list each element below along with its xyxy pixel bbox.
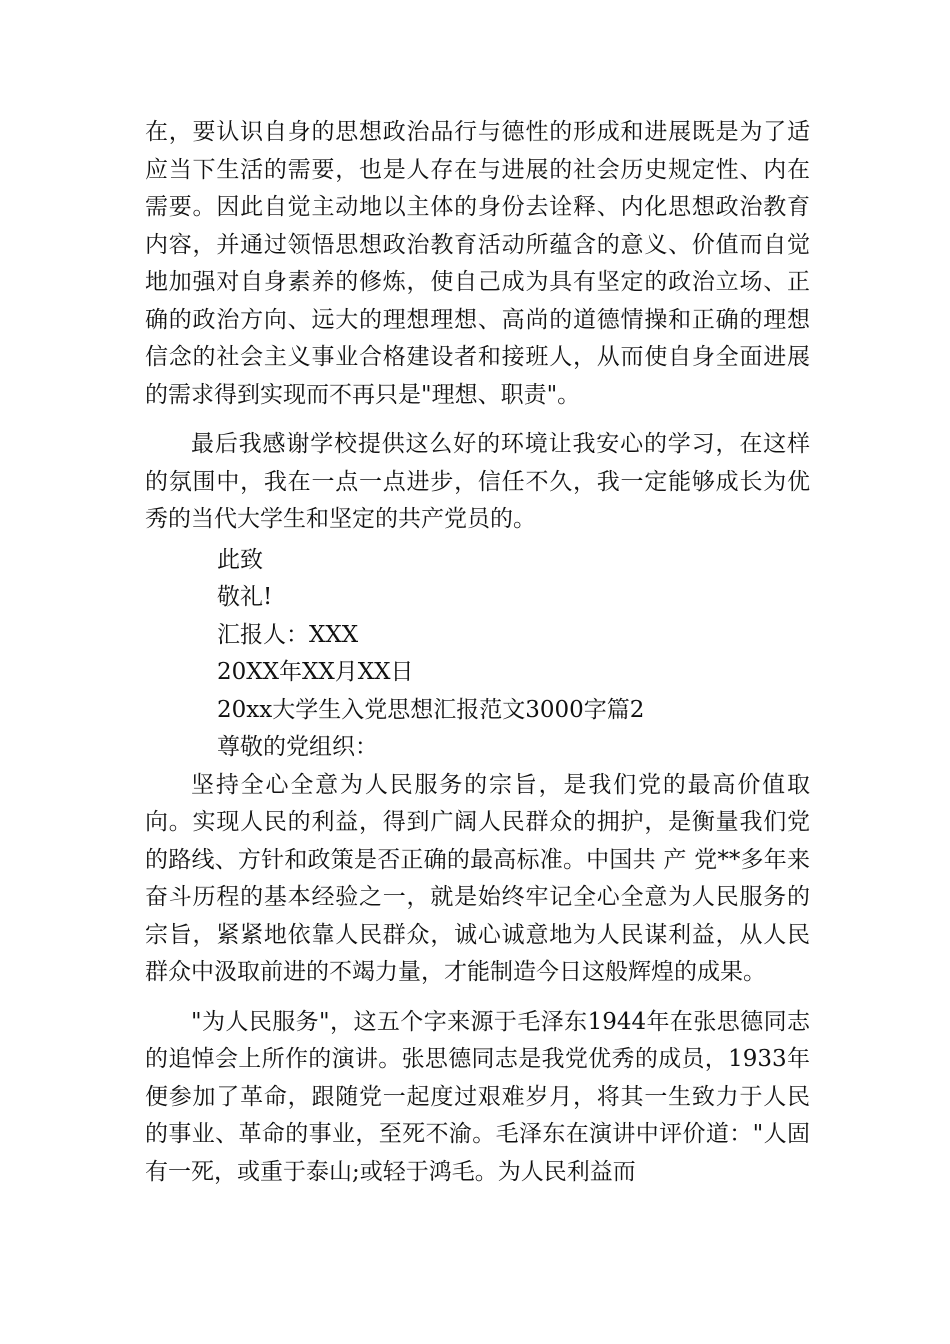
paragraph-ideological-cultivation: 在，要认识自身的思想政治品行与德性的形成和进展既是为了适应当下生活的需要，也是人存在与进展的社会历史规定性、内在需要。因此自觉主动地以主体的身份去诠释、内化思想政治教育内容，并通过领悟思想政治教育活动所蕴含的意义、价值而自觉地加强对自身素养的修炼，使自己成为具有坚定的政治立场、正确的政治方向、远大的理想理想、高尚的道德情操和正确的理想信念的社会主义事业合格建设者和接班人，从而使自身全面进展的需求得到实现而不再只是"理想、职责"。 — [145, 119, 810, 408]
reporter-line: 汇报人：XXX — [217, 621, 359, 648]
closing-salute-1: 此致 — [217, 546, 263, 573]
paragraph-mao-speech: "为人民服务"，这五个字来源于毛泽东1944年在张思德同志的追悼会上所作的演讲。张思德同志是我党优秀的成员，1933年便参加了革命，跟随党一起度过艰难岁月，将其一生致力于人民的事业、革命的事业，至死不渝。毛泽东在演讲中评价道："人固有一死，或重于泰山;或轻于鸿毛。为人民利益而 — [145, 1008, 810, 1185]
document-body — [145, 114, 810, 1191]
greeting-line: 尊敬的党组织： — [217, 734, 378, 760]
closing-salute-2: 敬礼! — [217, 584, 273, 610]
section-heading: 20xx大学生入党思想汇报范文3000字篇2 — [217, 696, 645, 723]
paragraph-serve-people: 坚持全心全意为人民服务的宗旨，是我们党的最高价值取向。实现人民的利益，得到广阔人民群众的拥护，是衡量我们党的路线、方针和政策是否正确的最高标准。中国共 产 党**多年来奋斗历程的基本经验之一，就是始终牢记全心全意为人民服务的宗旨，紧紧地依靠人民群众，诚心诚意地为人民谋利益，从人民群众中汲取前进的不竭力量，才能制造今日这般辉煌的成果。 — [145, 771, 810, 985]
date-line: 20XX年XX月XX日 — [217, 659, 414, 685]
paragraph-gratitude: 最后我感谢学校提供这么好的环境让我安心的学习，在这样的氛围中，我在一点一点进步，信任不久，我一定能够成长为优秀的当代大学生和坚定的共产党员的。 — [145, 431, 810, 532]
